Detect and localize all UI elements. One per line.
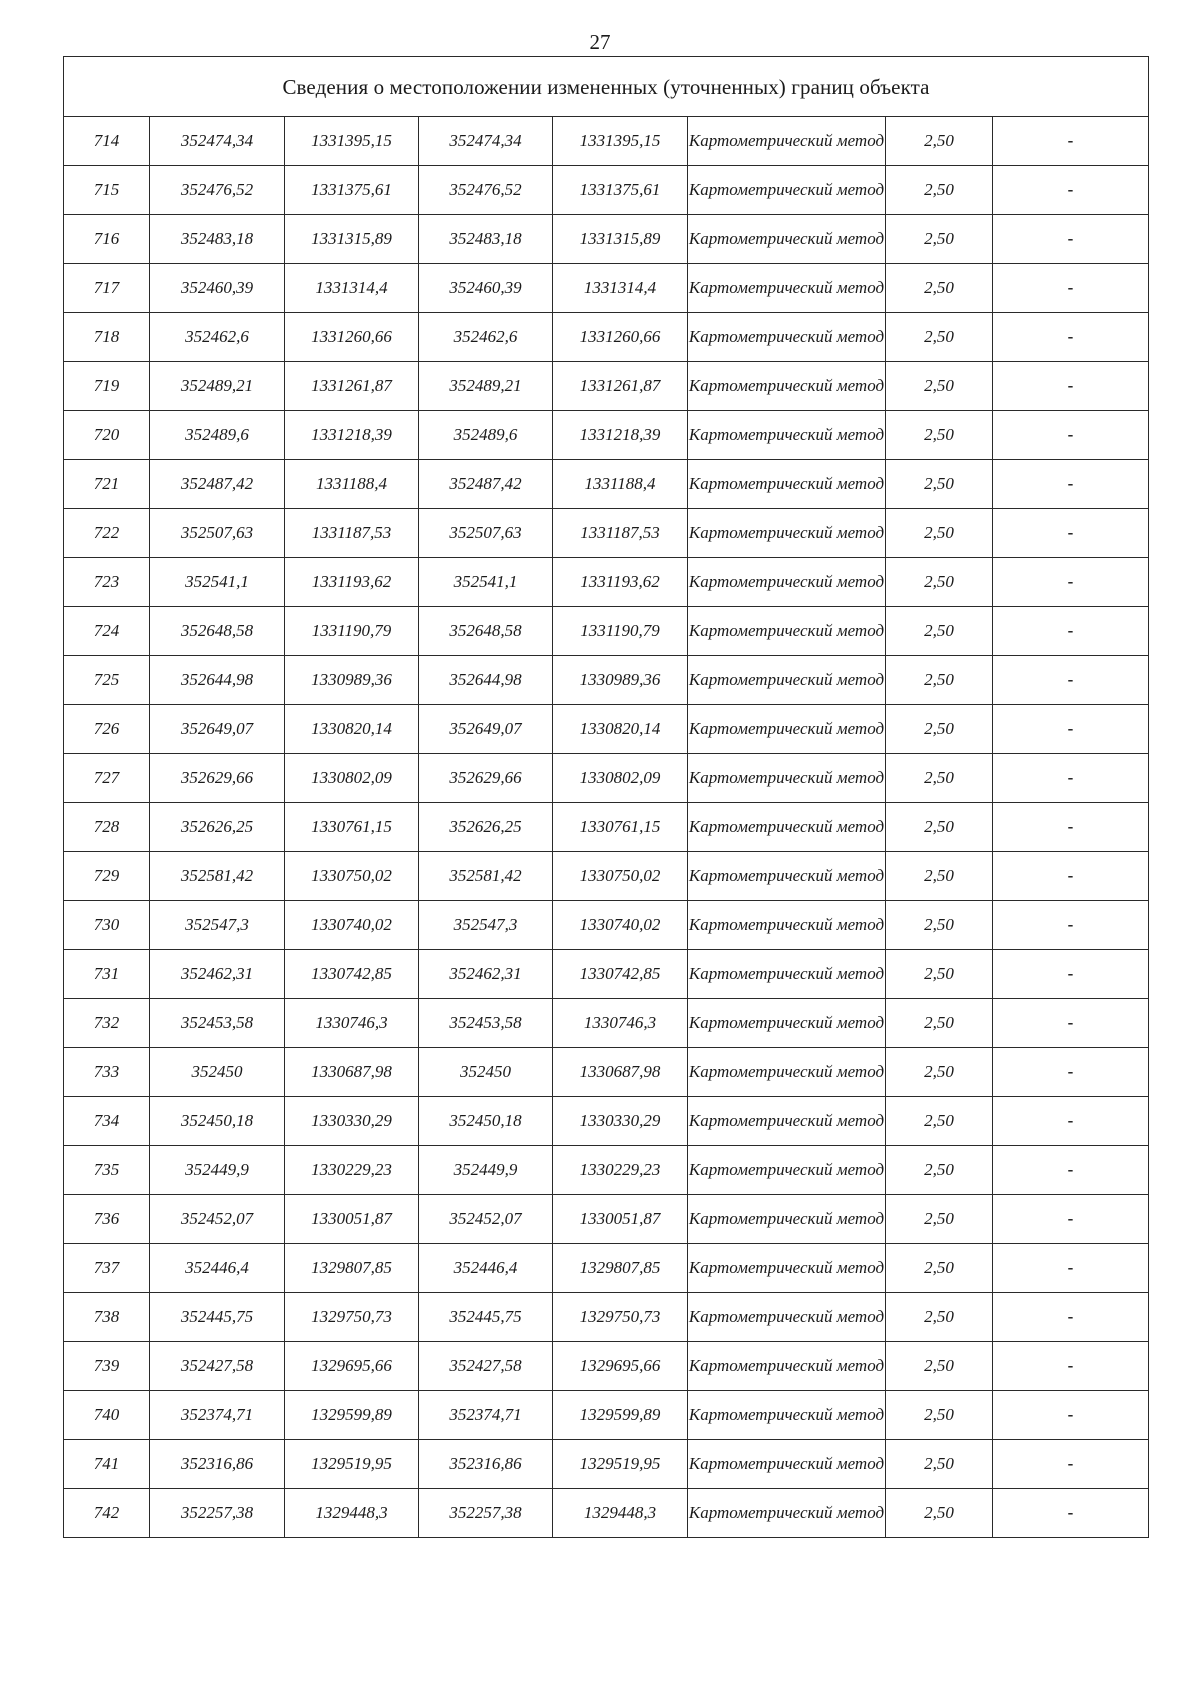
- table-row: [64, 656, 1149, 705]
- description-cell: -: [993, 1048, 1149, 1097]
- existing-x-cell: 352445,75: [150, 1293, 285, 1342]
- accuracy-cell: 2,50: [886, 362, 993, 411]
- existing-y-cell: 1329750,73: [285, 1293, 419, 1342]
- existing-y-cell: 1330761,15: [285, 803, 419, 852]
- refined-x-cell: 352453,58: [419, 999, 553, 1048]
- table-row: [64, 999, 1149, 1048]
- method-cell: Картометрический метод: [688, 803, 886, 852]
- accuracy-cell: 2,50: [886, 656, 993, 705]
- existing-x-cell: 352474,34: [150, 117, 285, 166]
- accuracy-cell: 2,50: [886, 166, 993, 215]
- point-number-cell: 727: [64, 754, 150, 803]
- method-cell: Картометрический метод: [688, 1195, 886, 1244]
- description-cell: -: [993, 705, 1149, 754]
- refined-x-cell: 352476,52: [419, 166, 553, 215]
- point-number-cell: 721: [64, 460, 150, 509]
- method-cell: Картометрический метод: [688, 1391, 886, 1440]
- refined-x-cell: 352489,6: [419, 411, 553, 460]
- existing-x-cell: 352541,1: [150, 558, 285, 607]
- existing-x-cell: 352644,98: [150, 656, 285, 705]
- method-cell: Картометрический метод: [688, 460, 886, 509]
- point-number-cell: 716: [64, 215, 150, 264]
- description-cell: -: [993, 1391, 1149, 1440]
- point-number-cell: 738: [64, 1293, 150, 1342]
- refined-x-cell: 352487,42: [419, 460, 553, 509]
- description-cell: -: [993, 950, 1149, 999]
- table-row: [64, 705, 1149, 754]
- existing-x-cell: 352507,63: [150, 509, 285, 558]
- page-number: 27: [589, 30, 611, 54]
- refined-x-cell: 352450: [419, 1048, 553, 1097]
- refined-y-cell: 1329448,3: [553, 1489, 688, 1538]
- existing-y-cell: 1330740,02: [285, 901, 419, 950]
- existing-y-cell: 1331193,62: [285, 558, 419, 607]
- refined-y-cell: 1329695,66: [553, 1342, 688, 1391]
- table-row: [64, 460, 1149, 509]
- method-cell: Картометрический метод: [688, 1489, 886, 1538]
- existing-y-cell: 1329519,95: [285, 1440, 419, 1489]
- existing-x-cell: 352450: [150, 1048, 285, 1097]
- refined-y-cell: 1330229,23: [553, 1146, 688, 1195]
- existing-x-cell: 352316,86: [150, 1440, 285, 1489]
- refined-x-cell: 352257,38: [419, 1489, 553, 1538]
- method-cell: Картометрический метод: [688, 411, 886, 460]
- method-cell: Картометрический метод: [688, 117, 886, 166]
- table-row: [64, 1048, 1149, 1097]
- accuracy-cell: 2,50: [886, 1097, 993, 1146]
- table-row: [64, 1244, 1149, 1293]
- method-cell: Картометрический метод: [688, 1293, 886, 1342]
- accuracy-cell: 2,50: [886, 1244, 993, 1293]
- existing-y-cell: 1331188,4: [285, 460, 419, 509]
- refined-y-cell: 1331193,62: [553, 558, 688, 607]
- table-row: [64, 1097, 1149, 1146]
- existing-x-cell: 352446,4: [150, 1244, 285, 1293]
- table-title: Сведения о местоположении измененных (уточненных) границ объекта: [64, 57, 1149, 117]
- description-cell: -: [993, 852, 1149, 901]
- refined-y-cell: 1330687,98: [553, 1048, 688, 1097]
- table-row: [64, 1195, 1149, 1244]
- point-number-cell: 734: [64, 1097, 150, 1146]
- refined-y-cell: 1330742,85: [553, 950, 688, 999]
- description-cell: -: [993, 166, 1149, 215]
- description-cell: -: [993, 607, 1149, 656]
- point-number-cell: 718: [64, 313, 150, 362]
- accuracy-cell: 2,50: [886, 754, 993, 803]
- refined-x-cell: 352460,39: [419, 264, 553, 313]
- table-body: [64, 117, 1149, 1538]
- point-number-cell: 730: [64, 901, 150, 950]
- description-cell: -: [993, 1244, 1149, 1293]
- refined-y-cell: 1329599,89: [553, 1391, 688, 1440]
- refined-y-cell: 1331190,79: [553, 607, 688, 656]
- existing-x-cell: 352476,52: [150, 166, 285, 215]
- accuracy-cell: 2,50: [886, 950, 993, 999]
- point-number-cell: 733: [64, 1048, 150, 1097]
- refined-x-cell: 352626,25: [419, 803, 553, 852]
- table-row: [64, 1146, 1149, 1195]
- refined-y-cell: 1331375,61: [553, 166, 688, 215]
- existing-y-cell: 1330820,14: [285, 705, 419, 754]
- refined-x-cell: 352445,75: [419, 1293, 553, 1342]
- existing-y-cell: 1330746,3: [285, 999, 419, 1048]
- existing-x-cell: 352648,58: [150, 607, 285, 656]
- existing-x-cell: 352460,39: [150, 264, 285, 313]
- table-row: [64, 117, 1149, 166]
- refined-x-cell: 352449,9: [419, 1146, 553, 1195]
- refined-x-cell: 352462,31: [419, 950, 553, 999]
- method-cell: Картометрический метод: [688, 1146, 886, 1195]
- refined-x-cell: 352489,21: [419, 362, 553, 411]
- table-row: [64, 215, 1149, 264]
- existing-y-cell: 1331218,39: [285, 411, 419, 460]
- table-row: [64, 950, 1149, 999]
- existing-y-cell: 1331190,79: [285, 607, 419, 656]
- accuracy-cell: 2,50: [886, 313, 993, 362]
- description-cell: -: [993, 411, 1149, 460]
- existing-y-cell: 1331395,15: [285, 117, 419, 166]
- existing-y-cell: 1331260,66: [285, 313, 419, 362]
- refined-y-cell: 1330802,09: [553, 754, 688, 803]
- point-number-cell: 737: [64, 1244, 150, 1293]
- accuracy-cell: 2,50: [886, 1195, 993, 1244]
- refined-x-cell: 352581,42: [419, 852, 553, 901]
- existing-x-cell: 352547,3: [150, 901, 285, 950]
- method-cell: Картометрический метод: [688, 999, 886, 1048]
- method-cell: Картометрический метод: [688, 1244, 886, 1293]
- refined-y-cell: 1330820,14: [553, 705, 688, 754]
- point-number-cell: 726: [64, 705, 150, 754]
- table-row: [64, 803, 1149, 852]
- refined-y-cell: 1331218,39: [553, 411, 688, 460]
- refined-y-cell: 1329807,85: [553, 1244, 688, 1293]
- accuracy-cell: 2,50: [886, 852, 993, 901]
- method-cell: Картометрический метод: [688, 607, 886, 656]
- refined-y-cell: 1329750,73: [553, 1293, 688, 1342]
- existing-y-cell: 1329448,3: [285, 1489, 419, 1538]
- refined-x-cell: 352507,63: [419, 509, 553, 558]
- point-number-cell: 735: [64, 1146, 150, 1195]
- refined-y-cell: 1331187,53: [553, 509, 688, 558]
- description-cell: -: [993, 656, 1149, 705]
- point-number-cell: 722: [64, 509, 150, 558]
- description-cell: -: [993, 1195, 1149, 1244]
- table-row: [64, 362, 1149, 411]
- refined-x-cell: 352450,18: [419, 1097, 553, 1146]
- description-cell: -: [993, 509, 1149, 558]
- point-number-cell: 720: [64, 411, 150, 460]
- table-row: [64, 411, 1149, 460]
- refined-y-cell: 1330746,3: [553, 999, 688, 1048]
- existing-x-cell: 352489,6: [150, 411, 285, 460]
- refined-x-cell: 352629,66: [419, 754, 553, 803]
- table-title-row: [64, 57, 1149, 117]
- existing-x-cell: 352452,07: [150, 1195, 285, 1244]
- method-cell: Картометрический метод: [688, 509, 886, 558]
- table-row: [64, 313, 1149, 362]
- refined-x-cell: 352541,1: [419, 558, 553, 607]
- description-cell: -: [993, 362, 1149, 411]
- accuracy-cell: 2,50: [886, 999, 993, 1048]
- method-cell: Картометрический метод: [688, 1440, 886, 1489]
- table-row: [64, 1489, 1149, 1538]
- refined-y-cell: 1331314,4: [553, 264, 688, 313]
- existing-x-cell: 352626,25: [150, 803, 285, 852]
- table-row: [64, 1440, 1149, 1489]
- existing-y-cell: 1331375,61: [285, 166, 419, 215]
- description-cell: -: [993, 264, 1149, 313]
- description-cell: -: [993, 803, 1149, 852]
- accuracy-cell: 2,50: [886, 803, 993, 852]
- existing-y-cell: 1329695,66: [285, 1342, 419, 1391]
- method-cell: Картометрический метод: [688, 656, 886, 705]
- refined-x-cell: 352474,34: [419, 117, 553, 166]
- table-row: [64, 509, 1149, 558]
- existing-x-cell: 352449,9: [150, 1146, 285, 1195]
- existing-y-cell: 1330051,87: [285, 1195, 419, 1244]
- description-cell: -: [993, 754, 1149, 803]
- point-number-cell: 739: [64, 1342, 150, 1391]
- existing-y-cell: 1330750,02: [285, 852, 419, 901]
- refined-x-cell: 352427,58: [419, 1342, 553, 1391]
- refined-y-cell: 1330750,02: [553, 852, 688, 901]
- refined-x-cell: 352649,07: [419, 705, 553, 754]
- refined-x-cell: 352316,86: [419, 1440, 553, 1489]
- refined-x-cell: 352446,4: [419, 1244, 553, 1293]
- existing-x-cell: 352649,07: [150, 705, 285, 754]
- refined-y-cell: 1329519,95: [553, 1440, 688, 1489]
- existing-x-cell: 352450,18: [150, 1097, 285, 1146]
- existing-x-cell: 352427,58: [150, 1342, 285, 1391]
- method-cell: Картометрический метод: [688, 166, 886, 215]
- table-row: [64, 607, 1149, 656]
- accuracy-cell: 2,50: [886, 460, 993, 509]
- existing-x-cell: 352581,42: [150, 852, 285, 901]
- refined-y-cell: 1330740,02: [553, 901, 688, 950]
- accuracy-cell: 2,50: [886, 607, 993, 656]
- existing-x-cell: 352483,18: [150, 215, 285, 264]
- method-cell: Картометрический метод: [688, 1342, 886, 1391]
- existing-y-cell: 1331187,53: [285, 509, 419, 558]
- table-row: [64, 1391, 1149, 1440]
- existing-x-cell: 352374,71: [150, 1391, 285, 1440]
- existing-x-cell: 352462,6: [150, 313, 285, 362]
- description-cell: -: [993, 901, 1149, 950]
- existing-y-cell: 1331314,4: [285, 264, 419, 313]
- table-row: [64, 166, 1149, 215]
- point-number-cell: 729: [64, 852, 150, 901]
- accuracy-cell: 2,50: [886, 1293, 993, 1342]
- point-number-cell: 714: [64, 117, 150, 166]
- method-cell: Картометрический метод: [688, 313, 886, 362]
- existing-y-cell: 1331261,87: [285, 362, 419, 411]
- accuracy-cell: 2,50: [886, 1146, 993, 1195]
- table-row: [64, 901, 1149, 950]
- refined-y-cell: 1331188,4: [553, 460, 688, 509]
- refined-x-cell: 352374,71: [419, 1391, 553, 1440]
- description-cell: -: [993, 1342, 1149, 1391]
- accuracy-cell: 2,50: [886, 411, 993, 460]
- refined-y-cell: 1331315,89: [553, 215, 688, 264]
- table-row: [64, 754, 1149, 803]
- existing-x-cell: 352629,66: [150, 754, 285, 803]
- accuracy-cell: 2,50: [886, 117, 993, 166]
- existing-x-cell: 352453,58: [150, 999, 285, 1048]
- accuracy-cell: 2,50: [886, 1391, 993, 1440]
- description-cell: -: [993, 1293, 1149, 1342]
- point-number-cell: 724: [64, 607, 150, 656]
- point-number-cell: 741: [64, 1440, 150, 1489]
- accuracy-cell: 2,50: [886, 1440, 993, 1489]
- point-number-cell: 740: [64, 1391, 150, 1440]
- refined-y-cell: 1330051,87: [553, 1195, 688, 1244]
- existing-x-cell: 352487,42: [150, 460, 285, 509]
- method-cell: Картометрический метод: [688, 558, 886, 607]
- method-cell: Картометрический метод: [688, 1048, 886, 1097]
- point-number-cell: 717: [64, 264, 150, 313]
- refined-y-cell: 1331261,87: [553, 362, 688, 411]
- point-number-cell: 723: [64, 558, 150, 607]
- existing-y-cell: 1330330,29: [285, 1097, 419, 1146]
- existing-y-cell: 1330229,23: [285, 1146, 419, 1195]
- accuracy-cell: 2,50: [886, 558, 993, 607]
- accuracy-cell: 2,50: [886, 264, 993, 313]
- table-row: [64, 852, 1149, 901]
- existing-y-cell: 1330742,85: [285, 950, 419, 999]
- refined-y-cell: 1331395,15: [553, 117, 688, 166]
- description-cell: -: [993, 215, 1149, 264]
- method-cell: Картометрический метод: [688, 705, 886, 754]
- existing-y-cell: 1331315,89: [285, 215, 419, 264]
- description-cell: -: [993, 558, 1149, 607]
- point-number-cell: 731: [64, 950, 150, 999]
- table-row: [64, 1342, 1149, 1391]
- refined-x-cell: 352648,58: [419, 607, 553, 656]
- description-cell: -: [993, 1097, 1149, 1146]
- refined-x-cell: 352462,6: [419, 313, 553, 362]
- existing-y-cell: 1329807,85: [285, 1244, 419, 1293]
- table-row: [64, 1293, 1149, 1342]
- existing-y-cell: 1330687,98: [285, 1048, 419, 1097]
- method-cell: Картометрический метод: [688, 901, 886, 950]
- description-cell: -: [993, 1440, 1149, 1489]
- description-cell: -: [993, 313, 1149, 362]
- refined-x-cell: 352452,07: [419, 1195, 553, 1244]
- refined-y-cell: 1330330,29: [553, 1097, 688, 1146]
- point-number-cell: 719: [64, 362, 150, 411]
- accuracy-cell: 2,50: [886, 901, 993, 950]
- table-row: [64, 264, 1149, 313]
- method-cell: Картометрический метод: [688, 1097, 886, 1146]
- accuracy-cell: 2,50: [886, 509, 993, 558]
- method-cell: Картометрический метод: [688, 950, 886, 999]
- refined-y-cell: 1330761,15: [553, 803, 688, 852]
- existing-y-cell: 1330989,36: [285, 656, 419, 705]
- existing-y-cell: 1330802,09: [285, 754, 419, 803]
- existing-x-cell: 352257,38: [150, 1489, 285, 1538]
- method-cell: Картометрический метод: [688, 215, 886, 264]
- accuracy-cell: 2,50: [886, 1048, 993, 1097]
- refined-x-cell: 352547,3: [419, 901, 553, 950]
- point-number-cell: 725: [64, 656, 150, 705]
- refined-x-cell: 352483,18: [419, 215, 553, 264]
- point-number-cell: 715: [64, 166, 150, 215]
- accuracy-cell: 2,50: [886, 1489, 993, 1538]
- accuracy-cell: 2,50: [886, 705, 993, 754]
- accuracy-cell: 2,50: [886, 1342, 993, 1391]
- boundary-coordinates-table: [63, 56, 1149, 1538]
- table-row: [64, 558, 1149, 607]
- point-number-cell: 742: [64, 1489, 150, 1538]
- description-cell: -: [993, 1489, 1149, 1538]
- existing-y-cell: 1329599,89: [285, 1391, 419, 1440]
- point-number-cell: 736: [64, 1195, 150, 1244]
- refined-y-cell: 1331260,66: [553, 313, 688, 362]
- description-cell: -: [993, 117, 1149, 166]
- accuracy-cell: 2,50: [886, 215, 993, 264]
- method-cell: Картометрический метод: [688, 362, 886, 411]
- method-cell: Картометрический метод: [688, 852, 886, 901]
- method-cell: Картометрический метод: [688, 264, 886, 313]
- existing-x-cell: 352462,31: [150, 950, 285, 999]
- description-cell: -: [993, 1146, 1149, 1195]
- refined-y-cell: 1330989,36: [553, 656, 688, 705]
- existing-x-cell: 352489,21: [150, 362, 285, 411]
- point-number-cell: 728: [64, 803, 150, 852]
- method-cell: Картометрический метод: [688, 754, 886, 803]
- description-cell: -: [993, 999, 1149, 1048]
- refined-x-cell: 352644,98: [419, 656, 553, 705]
- point-number-cell: 732: [64, 999, 150, 1048]
- description-cell: -: [993, 460, 1149, 509]
